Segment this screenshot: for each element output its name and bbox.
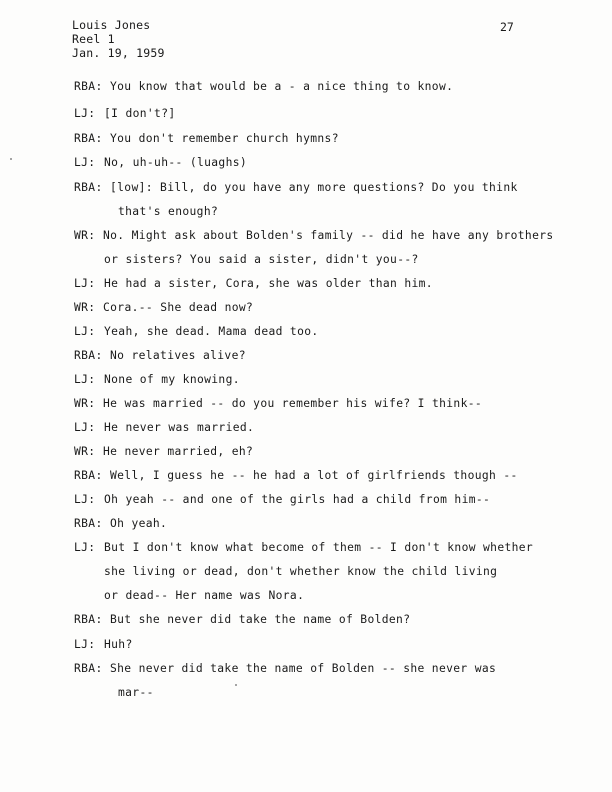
speaker-label: RBA: [74, 132, 103, 145]
speaker-label: RBA: [74, 80, 103, 93]
speech-line: Well, I guess he -- he had a lot of girlfriends though -- [110, 469, 518, 482]
speech-continuation-line: she living or dead, don't whether know the child living [104, 565, 498, 578]
speaker-label: WR: [74, 301, 96, 314]
speech-line: Huh? [104, 638, 133, 651]
speech-line: She never did take the name of Bolden -- she never was [110, 662, 497, 675]
speech-line: No, uh-uh-- (luaghs) [104, 156, 248, 169]
speech-line: No. Might ask about Bolden's family -- did he have any brothers [103, 229, 554, 242]
speech-line: None of my knowing. [104, 373, 240, 386]
speech-line: But she never did take the name of Bolden? [110, 613, 411, 626]
speaker-label: LJ: [74, 277, 96, 290]
scan-speck [10, 158, 12, 160]
header-name: Louis Jones [72, 18, 151, 32]
speaker-label: LJ: [74, 421, 96, 434]
speaker-label: RBA: [74, 613, 103, 626]
speech-line: You don't remember church hymns? [110, 132, 339, 145]
speaker-label: RBA: [74, 349, 103, 362]
speaker-label: LJ: [74, 325, 96, 338]
speech-line: [low]: Bill, do you have any more questions? Do you think [110, 181, 518, 194]
speaker-label: LJ: [74, 493, 96, 506]
speech-line: He never married, eh? [103, 445, 254, 458]
speech-line: He never was married. [104, 421, 255, 434]
page-number: 27 [500, 20, 514, 34]
speech-line: He was married -- do you remember his wife? I think-- [103, 397, 483, 410]
header-reel: Reel 1 [72, 32, 115, 46]
speech-continuation-line: or dead-- Her name was Nora. [104, 589, 305, 602]
speech-continuation-line: or sisters? You said a sister, didn't you--? [104, 253, 419, 266]
speech-line: [I don't?] [104, 107, 176, 120]
speaker-label: WR: [74, 397, 96, 410]
speaker-label: LJ: [74, 541, 96, 554]
speaker-label: WR: [74, 229, 96, 242]
speech-line: Yeah, she dead. Mama dead too. [104, 325, 319, 338]
speech-line: No relatives alive? [110, 349, 246, 362]
speaker-label: LJ: [74, 373, 96, 386]
speech-line: You know that would be a - a nice thing to know. [110, 80, 454, 93]
speech-line: Oh yeah -- and one of the girls had a child from him-- [104, 493, 491, 506]
speech-line: He had a sister, Cora, she was older than him. [104, 277, 433, 290]
speaker-label: RBA: [74, 662, 103, 675]
speaker-label: RBA: [74, 469, 103, 482]
speech-line: But I don't know what become of them -- I don't know whether [104, 541, 534, 554]
speaker-label: WR: [74, 445, 96, 458]
speech-line: Oh yeah. [110, 517, 168, 530]
speech-line: Cora.-- She dead now? [103, 301, 254, 314]
speech-continuation-line: mar-- [118, 686, 154, 699]
speaker-label: RBA: [74, 517, 103, 530]
speaker-label: LJ: [74, 638, 96, 651]
header-date: Jan. 19, 1959 [72, 46, 165, 60]
speech-continuation-line: that's enough? [118, 205, 219, 218]
speaker-label: LJ: [74, 156, 96, 169]
scan-speck [235, 684, 237, 686]
speaker-label: LJ: [74, 107, 96, 120]
speaker-label: RBA: [74, 181, 103, 194]
